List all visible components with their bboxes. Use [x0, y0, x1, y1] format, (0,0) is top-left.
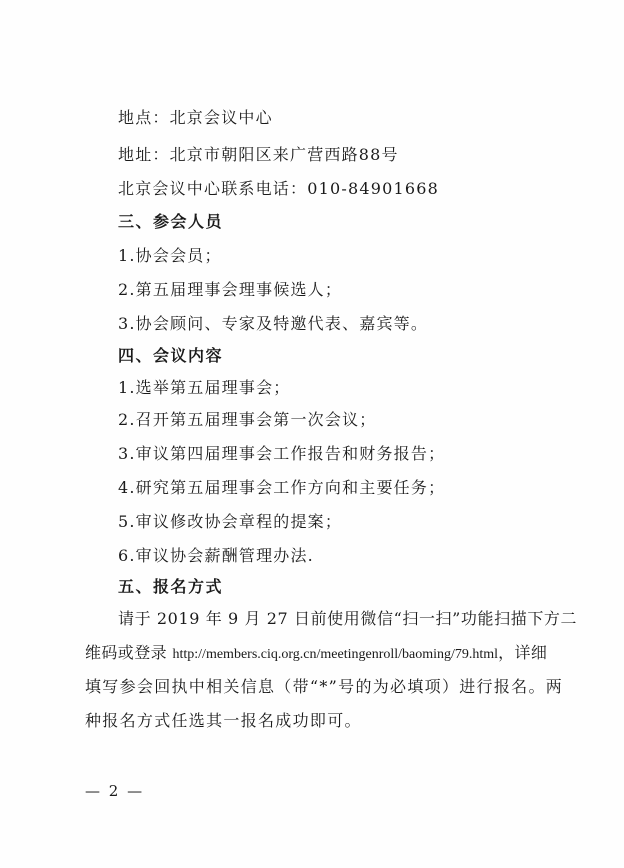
phone-line: 北京会议中心联系电话：010-84901668	[118, 179, 439, 198]
agenda-item-1: 1.选举第五届理事会；	[118, 378, 291, 397]
agenda-item-4: 4.研究第五届理事会工作方向和主要任务；	[118, 478, 446, 497]
registration-para-line-2	[85, 643, 547, 665]
page-number: — 2 —	[85, 782, 145, 800]
agenda-item-6: 6.审议协会薪酬管理办法.	[118, 546, 314, 565]
agenda-heading: 四、会议内容	[118, 346, 224, 365]
address-line: 地址：北京市朝阳区来广营西路88号	[118, 145, 399, 164]
attendees-item-2: 2.第五届理事会理事候选人；	[118, 280, 343, 299]
registration-para-line-3: 填写参会回执中相关信息（带“*”号的为必填项）进行报名。两	[85, 677, 564, 696]
agenda-item-2: 2.召开第五届理事会第一次会议；	[118, 410, 377, 429]
registration-prefix: 维码或登录	[85, 643, 173, 662]
venue-line: 地点：北京会议中心	[118, 108, 273, 127]
agenda-item-3: 3.审议第四届理事会工作报告和财务报告；	[118, 444, 446, 463]
attendees-item-3: 3.协会顾问、专家及特邀代表、嘉宾等。	[118, 314, 429, 333]
registration-suffix: ，详细	[498, 643, 548, 662]
attendees-item-1: 1.协会会员；	[118, 246, 222, 265]
registration-url-link[interactable]: http://members.ciq.org.cn/meetingenroll/baoming/79.html	[172, 647, 499, 662]
registration-para-line-4: 种报名方式任选其一报名成功即可。	[85, 711, 362, 730]
agenda-item-5: 5.审议修改协会章程的提案；	[118, 512, 343, 531]
attendees-heading: 三、参会人员	[118, 212, 224, 231]
registration-para-line-1: 请于 2019 年 9 月 27 日前使用微信“扫一扫”功能扫描下方二	[118, 609, 578, 628]
registration-heading: 五、报名方式	[118, 577, 224, 596]
